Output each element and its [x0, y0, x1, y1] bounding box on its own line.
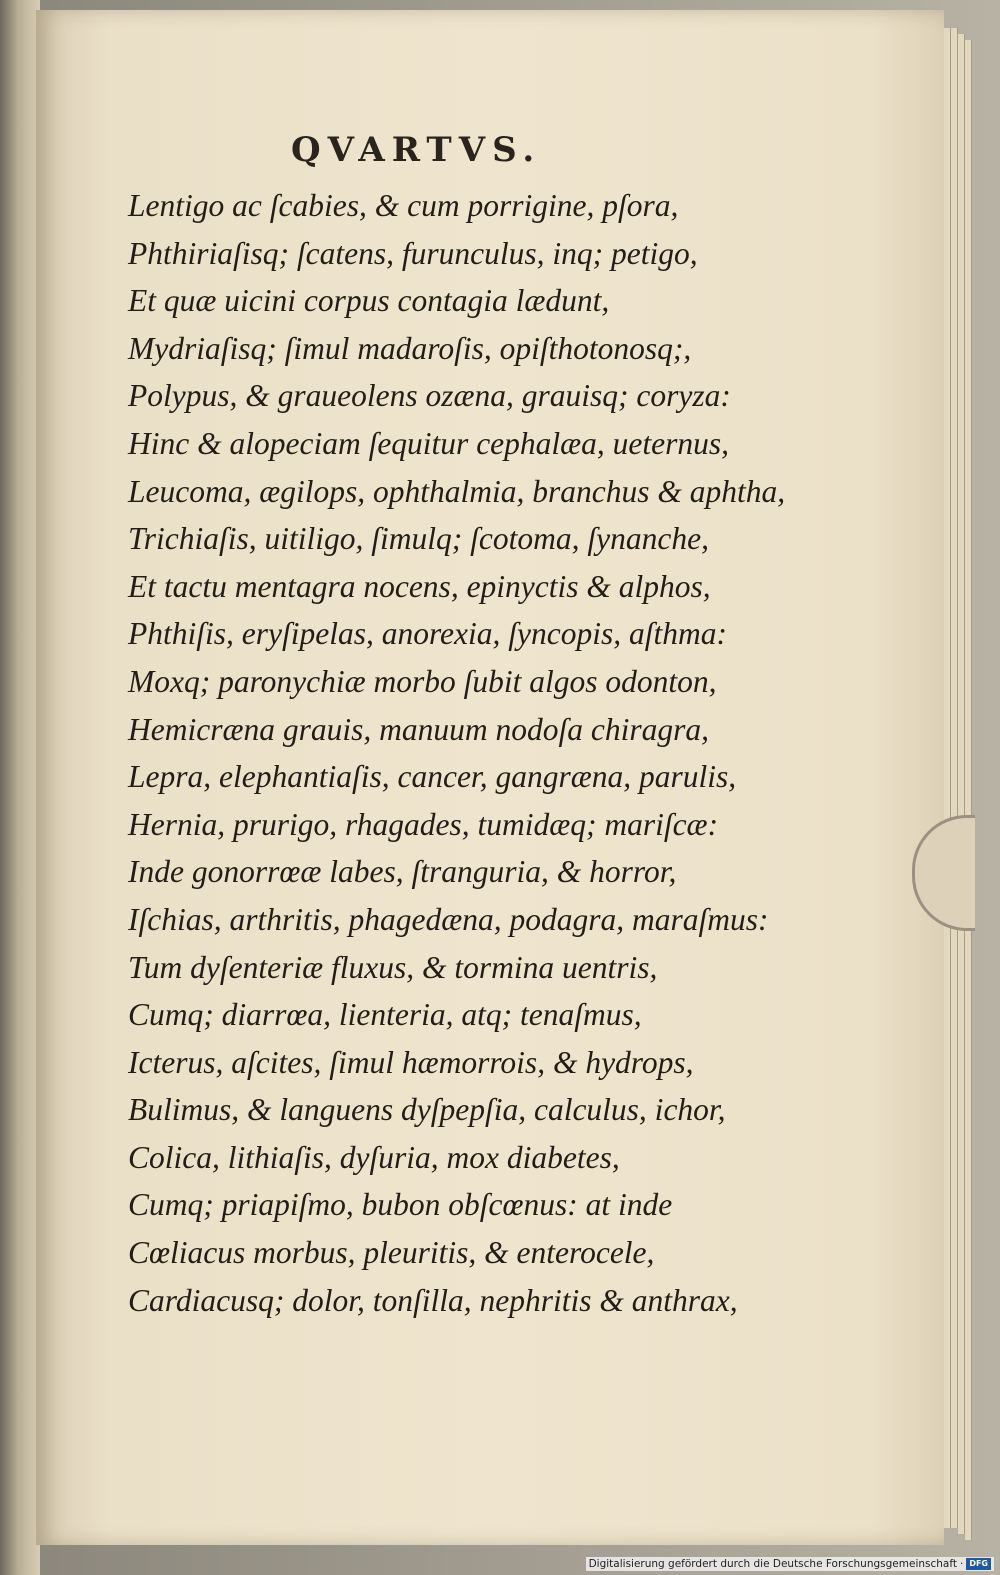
- verse-line: Trichiaſis, uitiligo, ſimulq; ſcotoma, ſynanche,: [128, 521, 709, 557]
- page-edge: [958, 34, 965, 1534]
- verse-line: Hinc & alopeciam ſequitur cephalæa, ueternus,: [128, 425, 730, 461]
- credit-separator: ·: [959, 1558, 964, 1570]
- page-edge: [965, 40, 972, 1540]
- verse-list: [128, 182, 785, 1324]
- verse-line: Lepra, elephantiaſis, cancer, gangræna, parulis,: [128, 759, 737, 795]
- verse-line: Et tactu mentagra nocens, epinyctis & alphos,: [128, 568, 711, 604]
- digitization-credit: [586, 1557, 994, 1571]
- verse-line: Cumq; priapiſmo, bubon obſcœnus: at inde: [128, 1187, 673, 1223]
- verse-line: Inde gonorrœæ labes, ſtranguria, & horror,: [128, 854, 677, 890]
- page-edge: [951, 28, 958, 1528]
- page-edge: [944, 28, 951, 1528]
- verse-line: Bulimus, & languens dyſpepſia, calculus, ichor,: [128, 1092, 726, 1128]
- facing-page-edge: [0, 0, 40, 1575]
- verse-line: Phthiriaſisq; ſcatens, furunculus, inq; petigo,: [128, 235, 698, 271]
- verse-line: Tum dyſenteriæ fluxus, & tormina uentris,: [128, 949, 658, 985]
- verse-line: Phthiſis, eryſipelas, anorexia, ſyncopis, aſthma:: [128, 616, 727, 652]
- verse-line: Iſchias, arthritis, phagedæna, podagra, maraſmus:: [128, 901, 769, 937]
- verse-line: Moxq; paronychiæ morbo ſubit algos odonton,: [128, 663, 717, 699]
- book-page: [36, 10, 944, 1545]
- verse-line: Icterus, aſcites, ſimul hæmorrois, & hydrops,: [128, 1044, 694, 1080]
- dfg-logo: DFG: [966, 1558, 991, 1570]
- running-head: QVARTVS.: [291, 130, 542, 170]
- verse-line: Et quæ uicini corpus contagia lædunt,: [128, 283, 610, 319]
- verse-line: Leucoma, ægilops, ophthalmia, branchus & aphtha,: [128, 473, 786, 509]
- verse-line: Hemicræna grauis, manuum nodoſa chiragra,: [128, 711, 709, 747]
- verse-line: Cœliacus morbus, pleuritis, & enterocele,: [128, 1235, 655, 1271]
- verse-line: Polypus, & graueolens ozæna, grauisq; coryza:: [128, 378, 731, 414]
- verse-line: Hernia, prurigo, rhagades, tumidæq; mariſcæ:: [128, 806, 719, 842]
- verse-line: Colica, lithiaſis, dyſuria, mox diabetes,: [128, 1139, 620, 1175]
- credit-text: Digitalisierung gefördert durch die Deutsche Forschungsgemeinschaft: [588, 1558, 957, 1570]
- verse-line: Cumq; diarrœa, lienteria, atq; tenaſmus,: [128, 997, 642, 1033]
- verse-line: Cardiacusq; dolor, tonſilla, nephritis & anthrax,: [128, 1282, 738, 1318]
- verse-line: Mydriaſisq; ſimul madaroſis, opiſthotonosq;,: [128, 330, 692, 366]
- verse-line: Lentigo ac ſcabies, & cum porrigine, pſora,: [128, 188, 679, 223]
